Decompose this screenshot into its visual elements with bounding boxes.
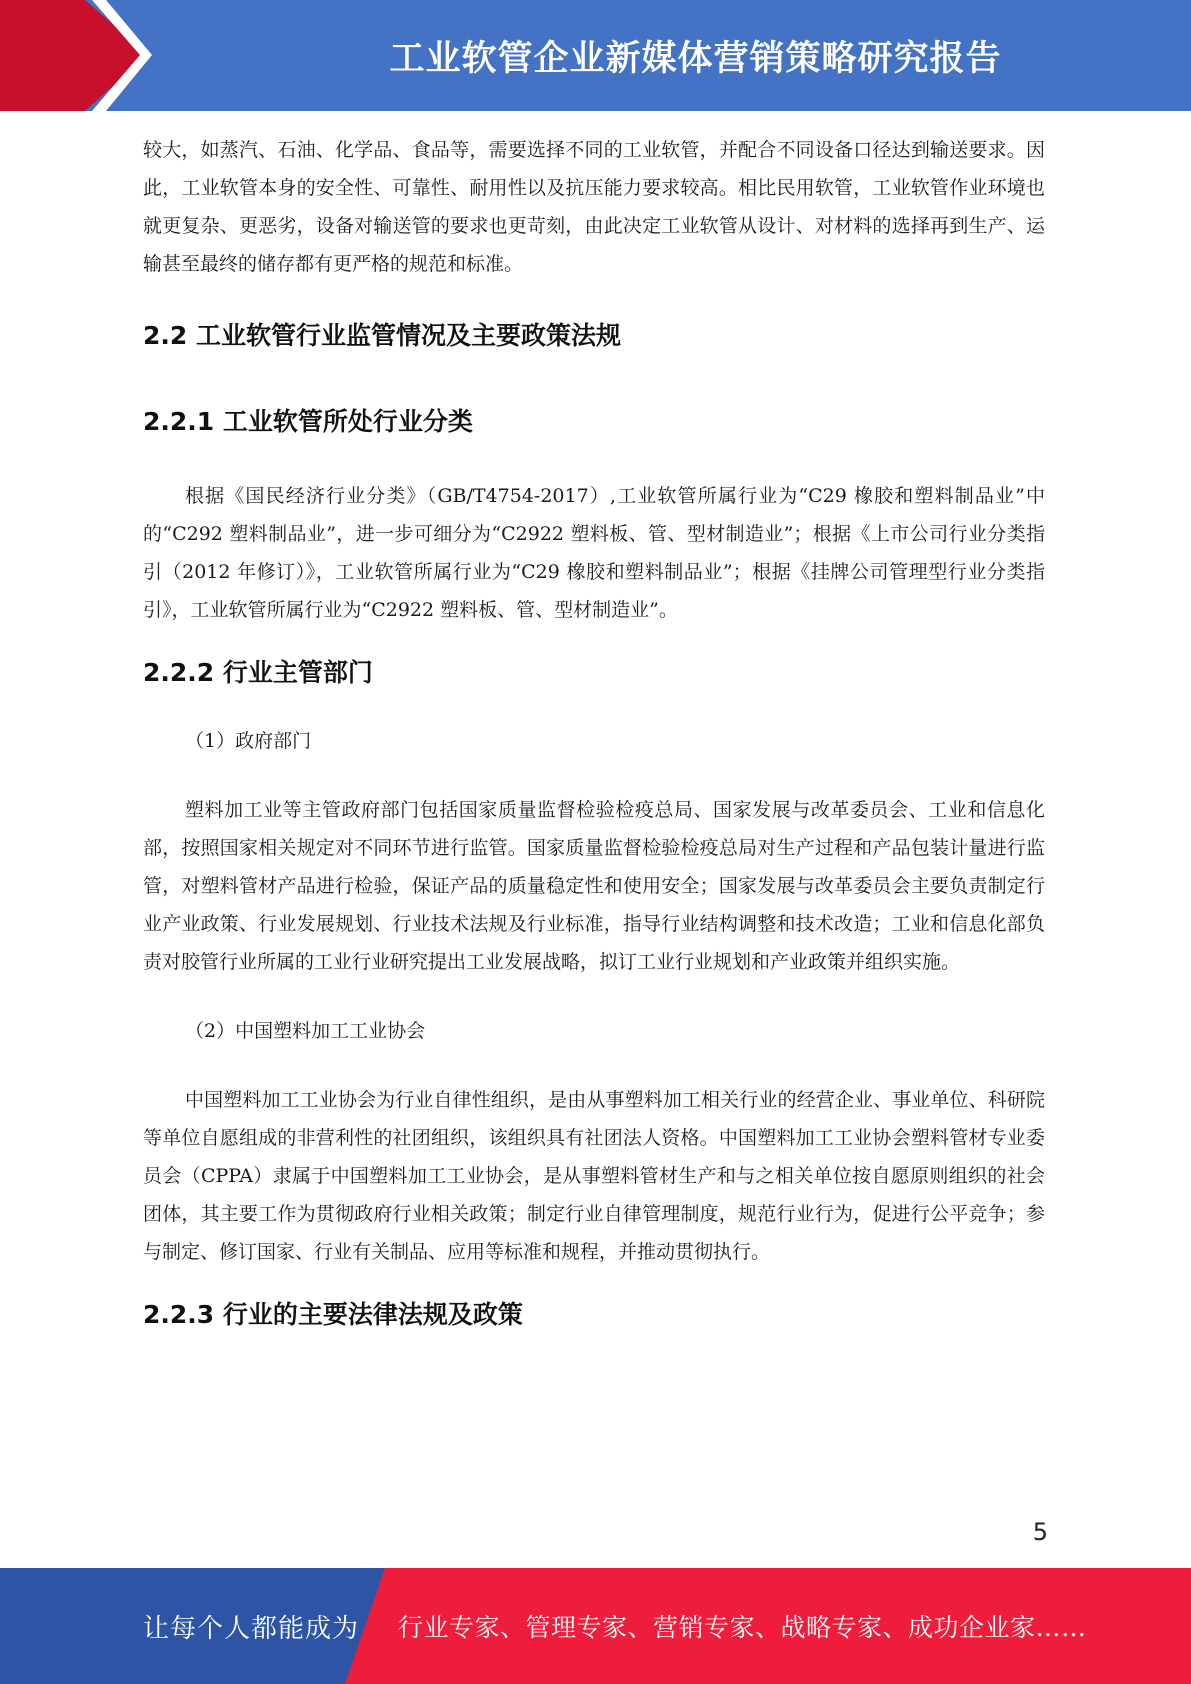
page-content xyxy=(143,131,1045,1333)
item-2-title: （2）中国塑料加工工业协会 xyxy=(185,1020,426,1042)
page-footer xyxy=(0,1568,1191,1684)
classification-paragraph: 根据《国民经济行业分类》（GB/T4754-2017）,工业软管所属行业为“C29 橡胶和塑料制品业”中的“C292 塑料制品业”，进一步可细分为“C2922 塑料板、管、型材制造业”；根据《上市公司行业分类指引（2012 年修订）》，工业软管所属行业为“C29 橡胶和塑料制品业”；根据《挂牌公司管理型行业分类指引》，工业软管所属行业为“C2922 塑料板、管、型材制造业”。 xyxy=(143,485,1045,621)
section-heading-2-2-2: 2.2.2 行业主管部门 xyxy=(143,658,373,687)
item-2-paragraph: 中国塑料加工工业协会为行业自律性组织，是由从事塑料加工相关行业的经营企业、事业单位、科研院等单位自愿组成的非营利性的社团组织，该组织具有社团法人资格。中国塑料加工工业协会塑料管材专业委员会（CPPA）隶属于中国塑料加工工业协会，是从事塑料管材生产和与之相关单位按自愿原则组织的社会团体，其主要工作为贯彻政府行业相关政策；制定行业自律管理制度，规范行业行为，促进行公平竞争；参与制定、修订国家、行业有关制品、应用等标准和规程，并推动贯彻执行。 xyxy=(143,1089,1045,1263)
intro-paragraph: 较大，如蒸汽、石油、化学品、食品等，需要选择不同的工业软管，并配合不同设备口径达到输送要求。因此，工业软管本身的安全性、可靠性、耐用性以及抗压能力要求较高。相比民用软管，工业软管作业环境也就更复杂、更恶劣，设备对输送管的要求也更苛刻，由此决定工业软管从设计、对材料的选择再到生产、运输甚至最终的储存都有更严格的规范和标准。 xyxy=(143,139,1045,275)
page-number: 5 xyxy=(1032,1518,1048,1546)
page-header xyxy=(0,0,1191,111)
report-title: 工业软管企业新媒体营销策略研究报告 xyxy=(389,38,1002,79)
section-heading-2-2-1: 2.2.1 工业软管所处行业分类 xyxy=(143,407,473,436)
section-heading-2-2: 2.2 工业软管行业监管情况及主要政策法规 xyxy=(143,321,621,350)
section-heading-2-2-3: 2.2.3 行业的主要法律法规及政策 xyxy=(143,1300,523,1329)
footer-slogan-left: 让每个人都能成为 xyxy=(143,1613,360,1644)
item-1-title: （1）政府部门 xyxy=(185,730,312,752)
footer-slogan-right: 行业专家、管理专家、营销专家、战略专家、成功企业家…… xyxy=(398,1613,1087,1642)
item-1-paragraph: 塑料加工业等主管政府部门包括国家质量监督检验检疫总局、国家发展与改革委员会、工业和信息化部，按照国家相关规定对不同环节进行监管。国家质量监督检验检疫总局对生产过程和产品包装计量进行监管，对塑料管材产品进行检验，保证产品的质量稳定性和使用安全；国家发展与改革委员会主要负责制定行业产业政策、行业发展规划、行业技术法规及行业标准，指导行业结构调整和技术改造；工业和信息化部负责对胶管行业所属的工业行业研究提出工业发展战略，拟订工业行业规划和产业政策并组织实施。 xyxy=(143,799,1045,973)
header-arrow-decoration xyxy=(0,0,160,111)
